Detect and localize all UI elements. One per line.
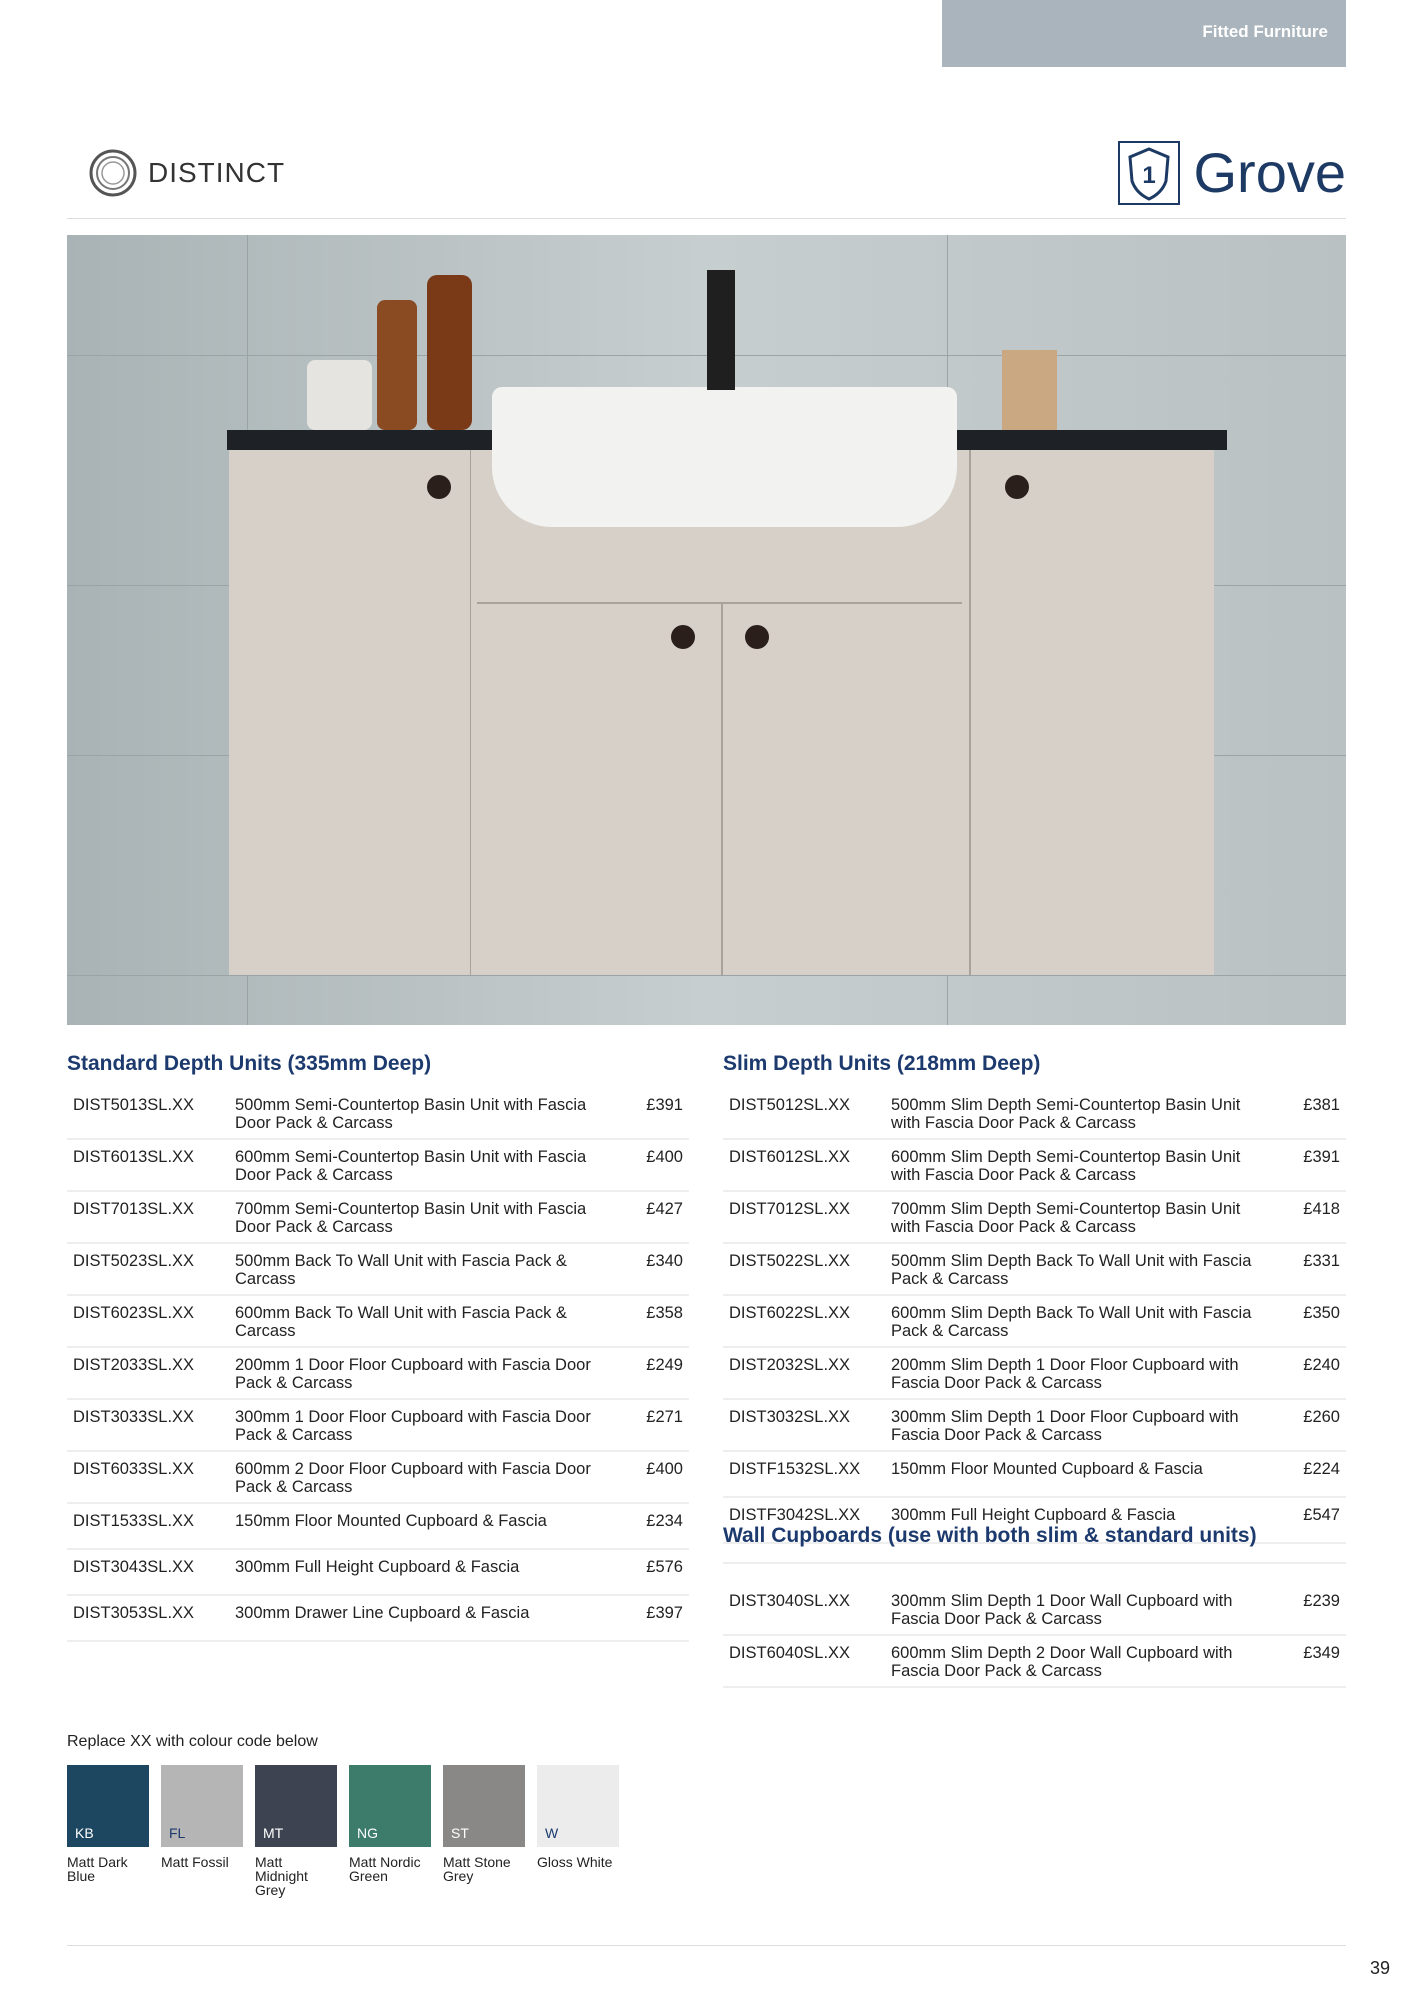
- product-price: £331: [1303, 1252, 1340, 1270]
- colour-swatch: [67, 1765, 149, 1897]
- product-code: DIST3032SL.XX: [729, 1408, 851, 1426]
- product-price: £547: [1303, 1506, 1340, 1524]
- product-description: 150mm Floor Mounted Cupboard & Fascia: [235, 1512, 547, 1530]
- colour-name: Gloss White: [537, 1854, 613, 1870]
- table-row: [723, 1348, 1346, 1400]
- product-price: £249: [646, 1356, 683, 1374]
- colour-code: NG: [357, 1825, 378, 1841]
- product-code: DIST6013SL.XX: [73, 1148, 195, 1166]
- section-title: Slim Depth Units (218mm Deep): [723, 1052, 1041, 1075]
- table-row: [723, 1088, 1346, 1140]
- product-description: 600mm Back To Wall Unit with Fascia Pack & Carcass: [235, 1304, 567, 1340]
- table-row: [723, 1244, 1346, 1296]
- product-photo: [67, 235, 1346, 1025]
- product-description: 200mm 1 Door Floor Cupboard with Fascia Door Pack & Carcass: [235, 1356, 591, 1392]
- table-row: [67, 1550, 689, 1596]
- colour-name: Matt Nordic Green: [349, 1854, 421, 1884]
- product-code: DIST3033SL.XX: [73, 1408, 195, 1426]
- table-row: [723, 1296, 1346, 1348]
- colour-code: ST: [451, 1825, 469, 1841]
- colour-swatch: [537, 1765, 619, 1897]
- product-code: DIST6033SL.XX: [73, 1460, 195, 1478]
- colour-code: W: [545, 1825, 559, 1841]
- product-price: £576: [646, 1558, 683, 1576]
- colour-chip: [255, 1765, 337, 1847]
- colour-chip: [67, 1765, 149, 1847]
- table-row: [67, 1088, 689, 1140]
- product-price: £234: [646, 1512, 683, 1530]
- product-code: DISTF1532SL.XX: [729, 1460, 861, 1478]
- page-number: 39: [1370, 1958, 1391, 1978]
- colour-swatch: [161, 1765, 243, 1897]
- table-row: [723, 1140, 1346, 1192]
- product-price: £427: [646, 1200, 683, 1218]
- table-row: [723, 1636, 1346, 1688]
- product-price: £381: [1303, 1096, 1340, 1114]
- section-title: Standard Depth Units (335mm Deep): [67, 1052, 432, 1075]
- product-price: £418: [1303, 1200, 1340, 1218]
- product-code: DISTF3042SL.XX: [729, 1506, 861, 1524]
- table-row: [67, 1244, 689, 1296]
- product-code: DIST3040SL.XX: [729, 1592, 851, 1610]
- grove-logo: [1118, 140, 1347, 205]
- table-row: [67, 1504, 689, 1550]
- product-description: 150mm Floor Mounted Cupboard & Fascia: [891, 1460, 1203, 1478]
- range-name: Grove: [1193, 141, 1346, 204]
- product-description: 500mm Semi-Countertop Basin Unit with Fascia Door Pack & Carcass: [235, 1096, 587, 1132]
- product-price: £240: [1303, 1356, 1340, 1374]
- slim-depth-section: [723, 1052, 1346, 1544]
- wall-cupboards-section: [723, 1524, 1346, 1688]
- product-description: 500mm Slim Depth Back To Wall Unit with Fascia Pack & Carcass: [891, 1252, 1252, 1288]
- product-price: £349: [1303, 1644, 1340, 1662]
- colour-chip: [161, 1765, 243, 1847]
- product-price: £358: [646, 1304, 683, 1322]
- svg-text:1: 1: [1141, 161, 1156, 189]
- colour-name: Matt Midnight Grey: [255, 1854, 308, 1898]
- product-description: 600mm Slim Depth 2 Door Wall Cupboard with Fascia Door Pack & Carcass: [891, 1644, 1233, 1680]
- product-code: DIST6023SL.XX: [73, 1304, 195, 1322]
- header-divider: [67, 218, 1346, 219]
- product-price: £400: [646, 1148, 683, 1166]
- product-code: DIST5013SL.XX: [73, 1096, 195, 1114]
- distinct-ring-icon: [88, 148, 138, 198]
- product-code: DIST3053SL.XX: [73, 1604, 195, 1622]
- product-code: DIST1533SL.XX: [73, 1512, 195, 1530]
- shield-badge-icon: [1118, 141, 1180, 205]
- product-code: DIST2032SL.XX: [729, 1356, 851, 1374]
- colour-swatch: [443, 1765, 525, 1897]
- table-row: [723, 1400, 1346, 1452]
- product-description: 600mm Semi-Countertop Basin Unit with Fascia Door Pack & Carcass: [235, 1148, 587, 1184]
- product-description: 300mm Slim Depth 1 Door Floor Cupboard with Fascia Door Pack & Carcass: [891, 1408, 1239, 1444]
- table-row: [67, 1296, 689, 1348]
- colour-swatch: [349, 1765, 431, 1897]
- colour-instruction: Replace XX with colour code below: [67, 1733, 318, 1750]
- product-price: £271: [646, 1408, 683, 1426]
- product-code: DIST2033SL.XX: [73, 1356, 195, 1374]
- product-description: 300mm Slim Depth 1 Door Wall Cupboard with Fascia Door Pack & Carcass: [891, 1592, 1233, 1628]
- product-description: 300mm Drawer Line Cupboard & Fascia: [235, 1604, 530, 1622]
- table-row: [67, 1348, 689, 1400]
- distinct-logo: [88, 148, 285, 198]
- table-row: [67, 1452, 689, 1504]
- product-price: £350: [1303, 1304, 1340, 1322]
- product-code: DIST7012SL.XX: [729, 1200, 851, 1218]
- product-code: DIST5023SL.XX: [73, 1252, 195, 1270]
- product-code: DIST5022SL.XX: [729, 1252, 851, 1270]
- product-description: 600mm Slim Depth Semi-Countertop Basin Unit with Fascia Door Pack & Carcass: [891, 1148, 1241, 1184]
- table-row: [67, 1400, 689, 1452]
- section-title: Wall Cupboards (use with both slim & standard units): [723, 1524, 1346, 1564]
- product-price: £224: [1303, 1460, 1340, 1478]
- colour-name: Matt Stone Grey: [443, 1854, 511, 1884]
- colour-code: FL: [169, 1825, 186, 1841]
- product-code: DIST3043SL.XX: [73, 1558, 195, 1576]
- product-code: DIST6022SL.XX: [729, 1304, 851, 1322]
- product-description: 600mm Slim Depth Back To Wall Unit with Fascia Pack & Carcass: [891, 1304, 1252, 1340]
- standard-depth-section: [67, 1052, 689, 1642]
- footer-divider: [67, 1945, 1346, 1946]
- table-row: [67, 1596, 689, 1642]
- brand-name: DISTINCT: [148, 157, 286, 188]
- colour-chip: [349, 1765, 431, 1847]
- product-price: £391: [646, 1096, 683, 1114]
- table-row: [67, 1140, 689, 1192]
- product-description: 600mm 2 Door Floor Cupboard with Fascia Door Pack & Carcass: [235, 1460, 591, 1496]
- product-description: 500mm Slim Depth Semi-Countertop Basin Unit with Fascia Door Pack & Carcass: [891, 1096, 1241, 1132]
- product-code: DIST5012SL.XX: [729, 1096, 851, 1114]
- product-description: 500mm Back To Wall Unit with Fascia Pack & Carcass: [235, 1252, 567, 1288]
- table-row: [723, 1584, 1346, 1636]
- product-price: £397: [646, 1604, 683, 1622]
- product-code: DIST6040SL.XX: [729, 1644, 851, 1662]
- product-description: 700mm Semi-Countertop Basin Unit with Fascia Door Pack & Carcass: [235, 1200, 587, 1236]
- product-price: £400: [646, 1460, 683, 1478]
- colour-code: MT: [263, 1825, 284, 1841]
- product-description: 200mm Slim Depth 1 Door Floor Cupboard with Fascia Door Pack & Carcass: [891, 1356, 1239, 1392]
- colour-name: Matt Fossil: [161, 1854, 229, 1870]
- colour-chip: [537, 1765, 619, 1847]
- colour-code: KB: [75, 1825, 94, 1841]
- colour-name: Matt Dark Blue: [67, 1854, 128, 1884]
- colour-chip: [443, 1765, 525, 1847]
- table-row: [67, 1192, 689, 1244]
- product-description: 300mm 1 Door Floor Cupboard with Fascia Door Pack & Carcass: [235, 1408, 591, 1444]
- product-description: 300mm Full Height Cupboard & Fascia: [235, 1558, 520, 1576]
- product-description: 700mm Slim Depth Semi-Countertop Basin Unit with Fascia Door Pack & Carcass: [891, 1200, 1241, 1236]
- product-description: 300mm Full Height Cupboard & Fascia: [891, 1506, 1176, 1524]
- product-price: £239: [1303, 1592, 1340, 1610]
- product-price: £260: [1303, 1408, 1340, 1426]
- product-code: DIST7013SL.XX: [73, 1200, 195, 1218]
- colour-swatches: [67, 1733, 619, 1897]
- colour-swatch: [255, 1765, 337, 1897]
- product-price: £391: [1303, 1148, 1340, 1166]
- table-row: [723, 1192, 1346, 1244]
- table-row: [723, 1452, 1346, 1498]
- product-code: DIST6012SL.XX: [729, 1148, 851, 1166]
- section-tab: Fitted Furniture: [942, 0, 1346, 67]
- product-price: £340: [646, 1252, 683, 1270]
